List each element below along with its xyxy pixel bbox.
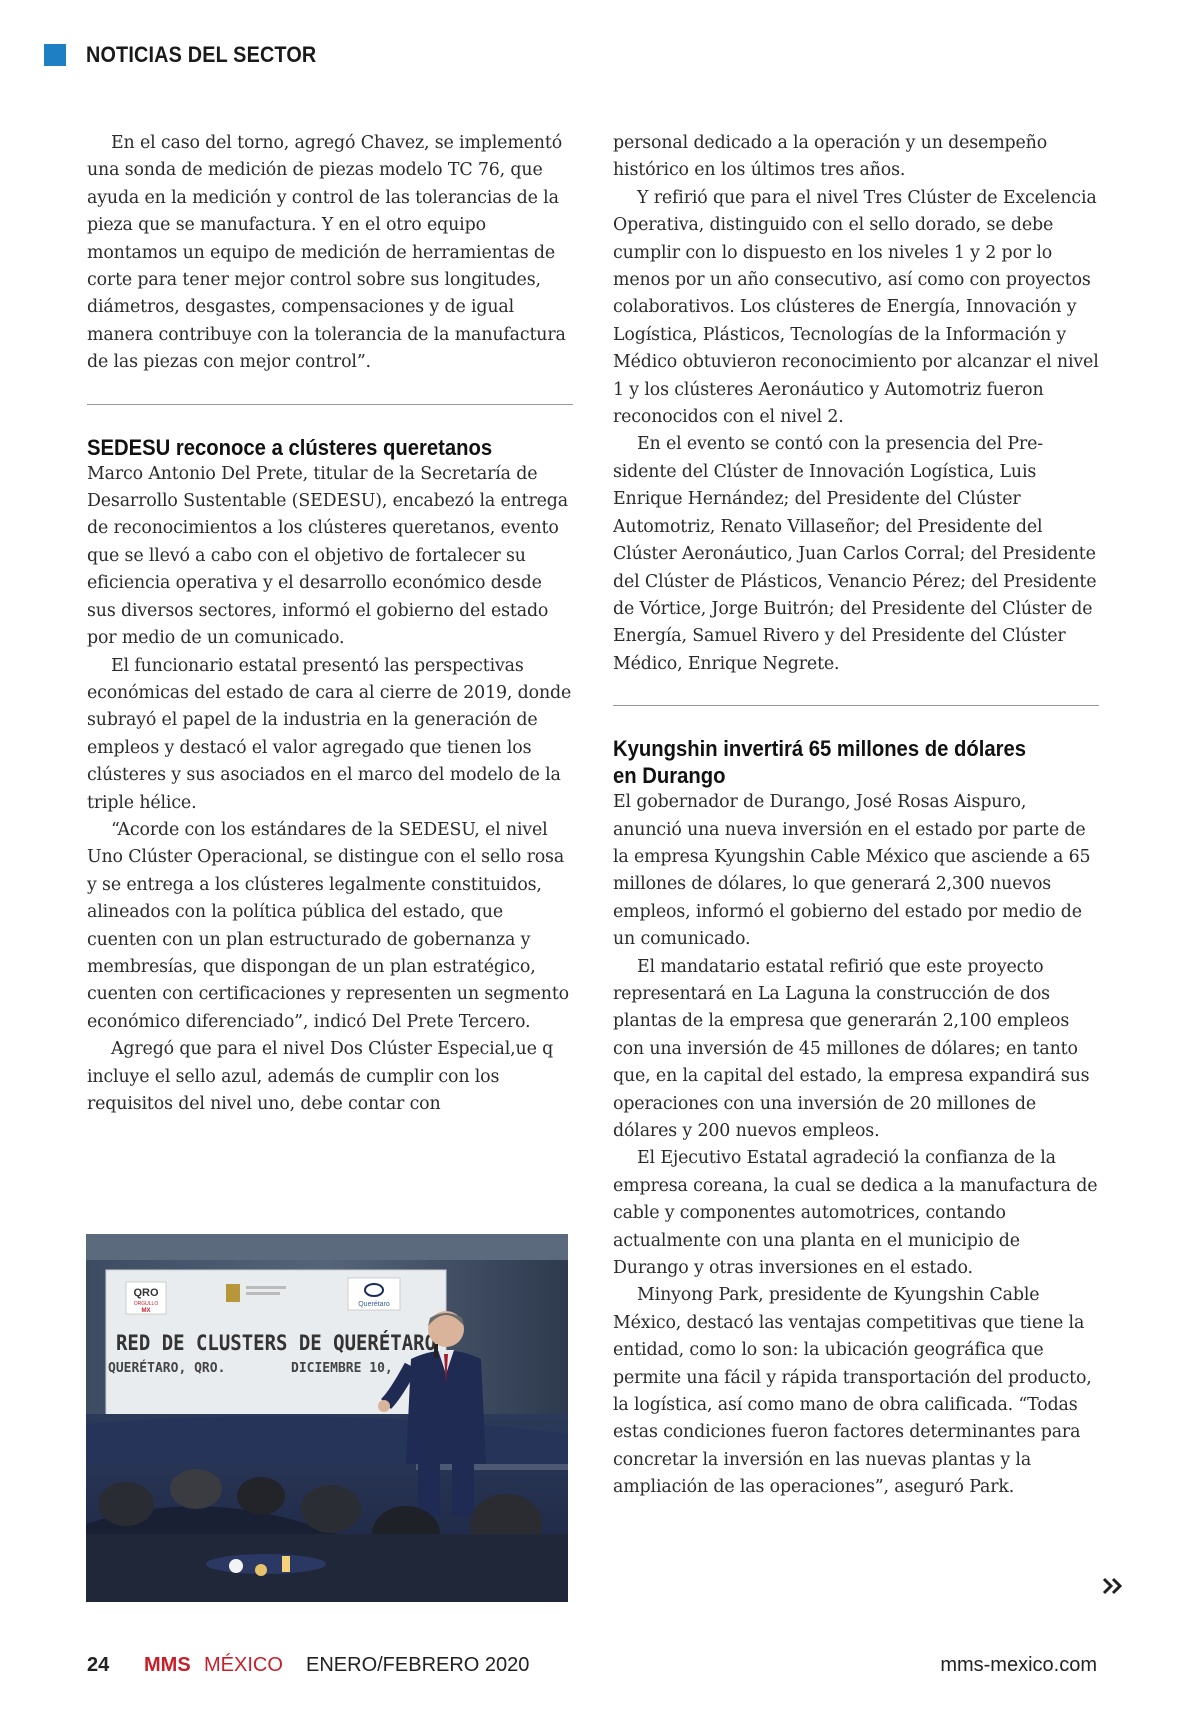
section-title: NOTICIAS DEL SECTOR (86, 42, 317, 67)
divider (613, 705, 1099, 706)
logo-qro: QRO (133, 1287, 159, 1299)
brand-mms: MMS (144, 1654, 191, 1676)
right-paragraph-5: El mandatario estatal refirió que este proyecto representará en La Laguna la construcción de dos plantas de la empresa que generarán 2,100 empleos con una inversión de 45 millones de dólares; en tanto que, en la capital del estado, la empresa expandirá sus operaciones con una inversión de 20 millones de dólares y 200 nuevos empleos. (613, 956, 1090, 1141)
right-paragraph-6: El Ejecutivo Estatal agradeció la confianza de la empresa coreana, la cual se dedica a la manufactura de cable y componentes automotrices, contando actualmente con una planta en el municipio de Durango y otras inversiones en el estado. (613, 1148, 1098, 1279)
right-paragraph-3: En el evento se contó con la presencia del Presidente del Clúster de Innovación Logística, Luis Enrique Hernández; del Presidente del Clúster Automotriz, Renato Villaseñor; del Presidente del Clúster Aeronáutico, Juan Carlos Corral; del Presidente del Clúster de Plásticos, Venancio Pérez; del Presidente de Vórtice, Jorge Buitrón; del Presidente del Clúster de Energía, Samuel Rivero y del Presidente del Clúster Médico, Enrique Negrete. (613, 434, 1097, 674)
left-paragraph-5: Agregó que para el nivel Dos Clúster Especial,ue q incluye el sello azul, además de cumplir con los requisitos del nivel uno, debe contar con (87, 1039, 554, 1114)
website-url: mms-mexico.com (940, 1654, 1097, 1676)
section-header (44, 40, 342, 70)
left-column (87, 130, 573, 1118)
continue-arrow-icon (1102, 1576, 1124, 1596)
logo-queretaro: Querétaro (358, 1301, 390, 1308)
left-paragraph-1: En el caso del torno, agregó Chavez, se implementó una sonda de medición de piezas modelo TC 76, que ayuda en la medición y control de las tolerancias de la pieza que se manufactura. Y en el otro equipo montamos un equipo de medición de herramientas de corte para tener mejor control sobre sus longitudes, diámetros, desgastes, compensaciones y de igual manera contribuye con la tolerancia de la manufactura de las piezas con mejor control”. (87, 133, 566, 373)
divider (87, 404, 573, 405)
left-paragraph-2: Marco Antonio Del Prete, titular de la Secretaría de Desarrollo Sustentable (SEDESU), encabezó la entrega de reconocimientos a los clústeres queretanos, evento que se llevó a cabo con el objetivo de fortalecer su eficiencia operativa y el desarrollo económico desde sus diversos sectores, informó el gobierno del estado por medio de un comunicado. (87, 463, 569, 649)
event-photo (86, 1234, 568, 1602)
brand-country: MÉXICO (204, 1654, 283, 1676)
page-footer (0, 1654, 1200, 1684)
headline-sedesu: SEDESU reconoce a clústeres queretanos (87, 434, 493, 460)
right-paragraph-2: Y refirió que para el nivel Tres Clúster de Excelencia Operativa, distinguido con el sello dorado, se debe cumplir con lo dispuesto en los niveles 1 y 2 por lo menos por un año consecutivo, así como con proyectos colaborativos. Los clústeres de Energía, Innovación y Logística, Plásticos, Tecnologías de la Información y Médico obtuvieron reconocimiento por alcanzar el nivel 1 y los clústeres Aeronáutico y Automotriz fueron reconocidos con el nivel 2. (613, 187, 1099, 428)
banner-place: QUERÉTARO, QRO. (108, 1361, 226, 1376)
right-paragraph-1: personal dedicado a la operación y un desempeño histórico en los últimos tres años. (613, 133, 1048, 181)
section-marker-square (44, 44, 66, 66)
issue-date: ENERO/FEBRERO 2020 (306, 1654, 530, 1676)
right-column (613, 130, 1099, 1502)
left-paragraph-3: El funcionario estatal presentó las perspectivas económicas del estado de cara al cierre de 2019, donde subrayó el papel de la industria en la generación de empleos y destacó el valor agregado que tienen los clústeres y sus asociados en el marco del modelo de la triple hélice. (87, 655, 572, 813)
banner-date: DICIEMBRE 10, (291, 1361, 393, 1376)
right-paragraph-4: El gobernador de Durango, José Rosas Aispuro, anunció una nueva inversión en el estado por parte de la empresa Kyungshin Cable México que asciende a 65 millones de dólares, lo que generará 2,300 nuevos empleos, informó el gobierno del estado por medio de un comunicado. (613, 792, 1091, 950)
logo-mx: MX (141, 1308, 151, 1314)
left-paragraph-4: “Acorde con los estándares de la SEDESU, el nivel Uno Clúster Operacional, se distingue con el sello rosa y se entrega a los clústeres legalmente constituidos, alineados con la política pública del estado, que cuenten con un plan estructurado de gobernanza y membresías, que dispongan de un plan estratégico, cuenten con certificaciones y representen un segmento económico diferenciado”, indicó Del Prete Tercero. (87, 819, 569, 1032)
right-paragraph-7: Minyong Park, presidente de Kyungshin Cable México, destacó las ventajas competitivas que tiene la entidad, como lo son: la ubicación geográfica que permite una fácil y rápida transportación del producto, la logística, así como mano de obra calificada. “Todas estas condiciones fueron factores determinantes para concretar la inversión en las nuevas plantas y la ampliación de las operaciones”, aseguró Park. (613, 1285, 1092, 1498)
banner-title: RED DE CLUSTERS DE QUERÉTARO (116, 1331, 471, 1355)
page-number: 24 (87, 1654, 110, 1676)
headline-kyungshin: Kyungshin invertirá 65 millones de dólares en Durango (613, 736, 1027, 789)
logo-qro-sub: ORGULLO (133, 1301, 159, 1307)
